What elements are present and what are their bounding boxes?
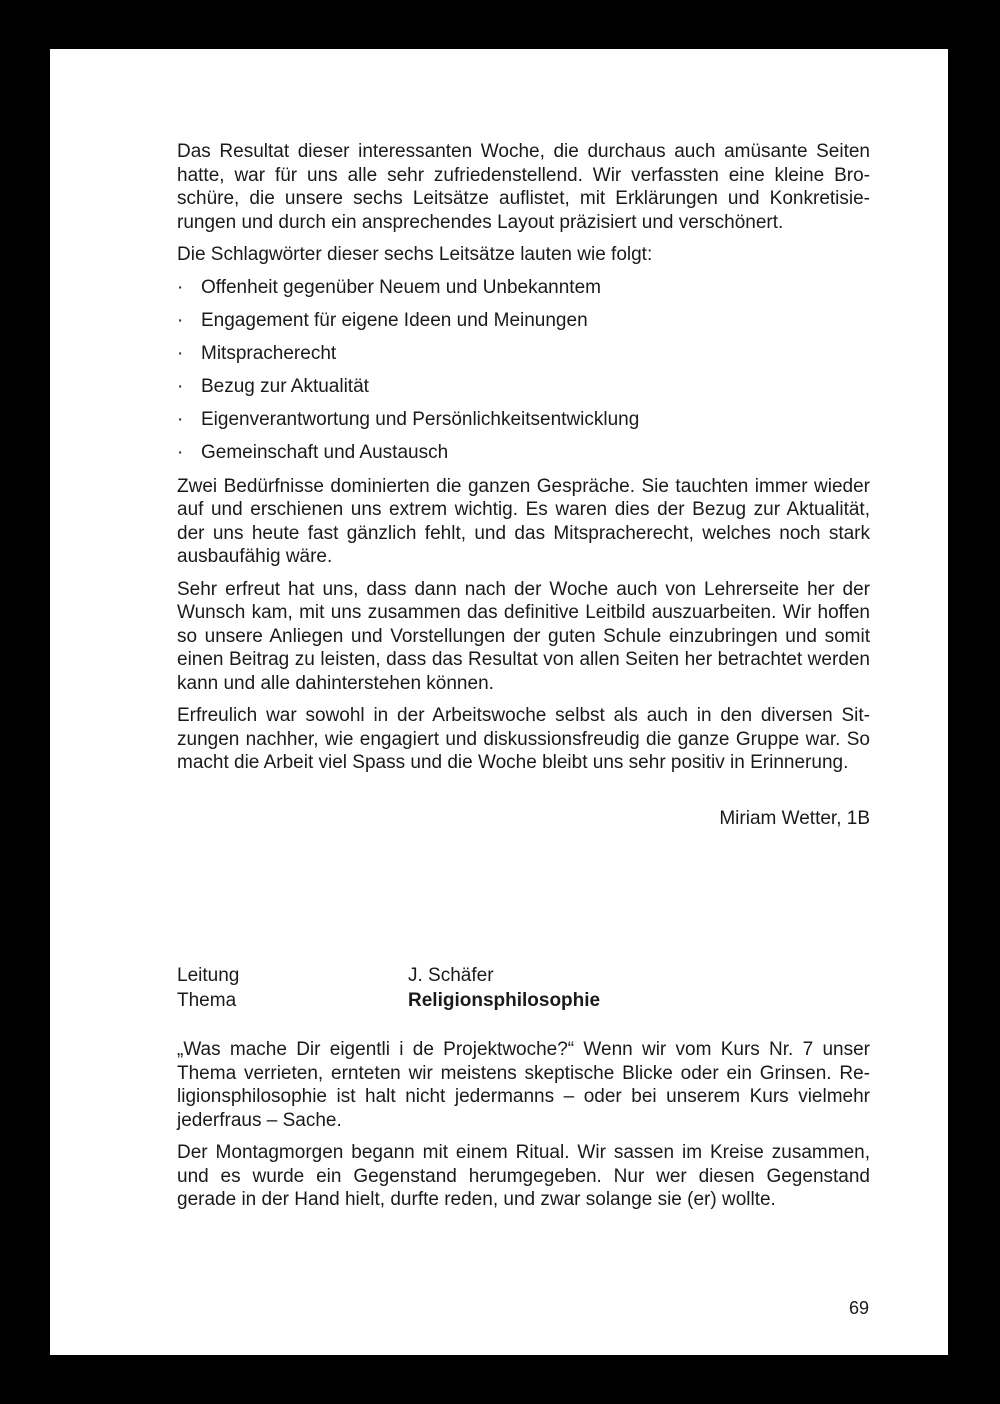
author-signature: Miriam Wetter, 1B bbox=[719, 807, 870, 829]
list-item-text: Eigenverantwortung und Persönlichkeitsentwicklung bbox=[201, 409, 640, 431]
list-item-text: Mitspracherecht bbox=[201, 342, 337, 364]
paragraph-conclusion: Erfreulich war sowohl in der Arbeitswoche selbst als auch in den diversen Sitzungen nachher, wie engagiert und diskussionsfreudig die ganze Gruppe war. So macht die Arbeit viel Spass und die Woche bleibt uns sehr positiv in Erinnerung. bbox=[177, 705, 870, 774]
bullet-icon: · bbox=[177, 309, 184, 331]
paragraph-monday: Der Montagmorgen begann mit einem Ritual. Wir sassen im Kreise zusammen, und es wurde ein Gegenstand herumgegeben. Nur wer diesen Gegenstand gerade in der Hand hielt, durfte reden, und zwar solange sie (er) wollte. bbox=[177, 1142, 870, 1211]
list-item bbox=[177, 441, 870, 465]
list-item-text: Engagement für eigene Ideen und Meinungen bbox=[201, 309, 588, 331]
page-number: 69 bbox=[848, 1298, 869, 1318]
paragraph-result: Das Resultat dieser interessanten Woche, die durchaus auch amüsante Seiten hatte, war für uns alle sehr zufriedenstellend. Wir verfassten eine kleine Broschüre, die unsere sechs Leitsätze auflistet, mit Erklärungen und Konkretisierungen und durch ein ansprechendes Layout präzisiert und verschönert. bbox=[177, 141, 870, 233]
document-page bbox=[50, 49, 948, 1355]
list-item bbox=[177, 375, 870, 399]
bullet-icon: · bbox=[177, 342, 184, 364]
bullet-icon: · bbox=[177, 409, 184, 431]
list-item bbox=[177, 408, 870, 432]
bullet-icon: · bbox=[177, 276, 184, 298]
thema-value: Religionsphilosophie bbox=[408, 989, 601, 1011]
page-content bbox=[177, 140, 870, 1221]
bullet-icon: · bbox=[177, 442, 184, 464]
list-item-text: Offenheit gegenüber Neuem und Unbekanntem bbox=[201, 276, 601, 298]
list-item-text: Gemeinschaft und Austausch bbox=[201, 442, 449, 464]
thema-label: Thema bbox=[177, 989, 237, 1011]
paragraph-needs: Zwei Bedürfnisse dominierten die ganzen Gespräche. Sie tauchten immer wieder auf und erschienen uns extrem wichtig. Es waren dies der Bezug zur Aktualität, der uns heute fast gänzlich fehlt, und das Mitspracherecht, welches noch stark ausbaufähig wäre. bbox=[177, 475, 870, 568]
leitsaetze-list bbox=[177, 276, 870, 465]
bullet-icon: · bbox=[177, 376, 184, 398]
list-item bbox=[177, 276, 870, 300]
list-item bbox=[177, 342, 870, 366]
paragraph-teachers: Sehr erfreut hat uns, dass dann nach der Woche auch von Lehrerseite her der Wunsch kam, mit uns zusammen das definitive Leitbild auszuarbeiten. Wir hoffen so unsere Anliegen und Vorstellungen der guten Schule einzubringen und somit einen Beitrag zu leisten, dass das Resultat von allen Seiten her betrachtet werden kann und alle dahinterstehen können. bbox=[177, 578, 870, 694]
leitung-value: J. Schäfer bbox=[408, 965, 494, 987]
course-meta bbox=[177, 964, 870, 1012]
list-item-text: Bezug zur Aktualität bbox=[201, 376, 369, 398]
list-intro: Die Schlagwörter dieser sechs Leitsätze lauten wie folgt: bbox=[177, 244, 653, 265]
paragraph-intro-religion: „Was mache Dir eigentli i de Projektwoche?“ Wenn wir vom Kurs Nr. 7 unser Thema verrieten, ernteten wir meistens skeptische Blicke oder ein Grinsen. Religionsphilosophie ist halt nicht jedermanns – oder bei unserem Kurs vielmehr jederfraus – Sache. bbox=[177, 1039, 870, 1131]
list-item bbox=[177, 309, 870, 333]
leitung-label: Leitung bbox=[177, 965, 240, 987]
